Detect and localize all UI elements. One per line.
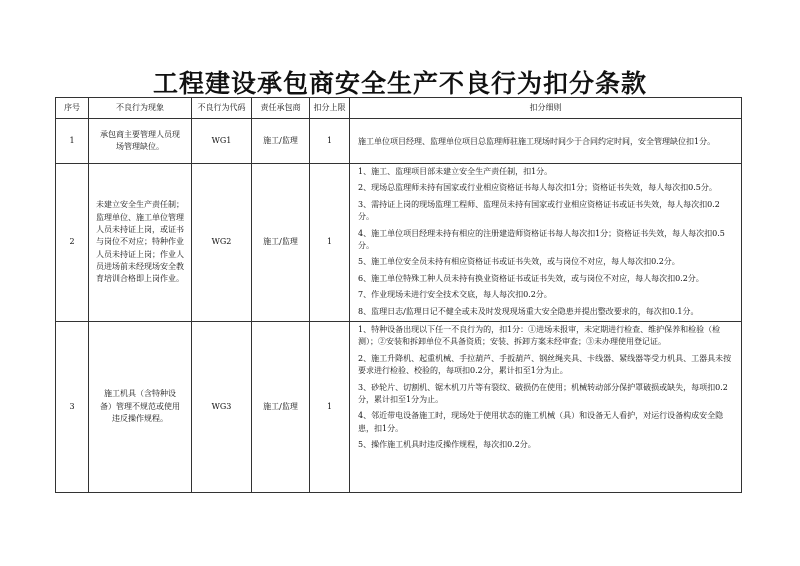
row-details [350, 164, 742, 322]
detail-item: 7、作业现场未进行安全技术交底，每人每次扣0.2分。 [358, 290, 552, 300]
row-details [350, 119, 742, 164]
header-code: 不良行为代码 [192, 98, 252, 119]
row-contractor: 施工/监理 [252, 322, 310, 493]
row-code: WG2 [192, 164, 252, 322]
row-code: WG1 [192, 119, 252, 164]
row-behavior: 承包商主要管理人员现场管理缺位。 [89, 119, 192, 164]
table-row [56, 164, 742, 322]
detail-item: 3、需持证上岗的现场监理工程师、监理员未持有国家或行业相应资格证书或证书失效，每人每次扣0.2分。 [358, 199, 720, 222]
detail-item: 2、现场总监理师未持有国家或行业相应资格证书每人每次扣1分；资格证书失效，每人每次扣0.5分。 [358, 183, 717, 193]
row-contractor: 施工/监理 [252, 119, 310, 164]
detail-item: 4、邻近带电设备施工时，现场处于使用状态的施工机械（具）和设备无人看护，对运行设备构成安全隐患，扣1分。 [358, 411, 724, 433]
header-cap: 扣分上限 [310, 98, 350, 119]
table-row [56, 322, 742, 493]
table-row [56, 119, 742, 164]
header-no: 序号 [56, 98, 89, 119]
row-no: 3 [56, 322, 89, 493]
detail-item: 1、施工、监理项目部未建立安全生产责任制，扣1分。 [358, 167, 553, 176]
row-details [350, 322, 742, 493]
detail-item: 施工单位项目经理、监理单位项目总监理师驻施工现场时间少于合同约定时间，安全管理缺位扣1分。 [358, 136, 716, 146]
header-contractor: 责任承包商 [252, 98, 310, 119]
row-no: 2 [56, 164, 89, 322]
detail-item: 5、施工单位安全员未持有相应资格证书或证书失效，或与岗位不对应，每人每次扣0.2分。 [358, 257, 680, 267]
detail-item: 4、施工单位项目经理未持有相应的注册建造师资格证书每人每次扣1分；资格证书失效，每人每次扣0.5分。 [358, 228, 725, 250]
document-title: 工程建设承包商安全生产不良行为扣分条款 [152, 69, 647, 98]
detail-item: 2、施工升降机、起重机械、手拉葫芦、手扳葫芦、钢丝绳夹具、卡线器、紧线器等受力机具、工器具未按要求进行检验、校验的，每项扣0.2分，累计扣至1分为止。 [358, 353, 732, 376]
detail-item: 1、特种设备出现以下任一不良行为的，扣1分：①进场未报审，未定期进行检查、维护保养和检验（检测）；②安装和拆卸单位不具备资质；安装、拆卸方案未经审查；③未办理使用登记证。 [358, 325, 721, 347]
detail-item: 5、操作施工机具时违反操作规程，每次扣0.2分。 [358, 440, 536, 450]
row-behavior: 未建立安全生产责任制；监理单位、施工单位管理人员未持证上岗，或证书与岗位不对应；特种作业人员未持证上岗；作业人员进场前未经现场安全教育培训合格即上岗作业。 [89, 164, 192, 322]
detail-item: 6、施工单位特殊工种人员未持有换业资格证书或证书失效，或与岗位不对应，每人每次扣0.2分。 [358, 273, 704, 283]
row-cap: 1 [310, 164, 350, 322]
header-details: 扣分细则 [350, 98, 742, 119]
detail-item: 8、监理日志/监理日记不健全或未及时发现现场重大安全隐患并提出整改要求的，每次扣0.1分。 [358, 306, 699, 316]
penalty-table [55, 97, 742, 493]
row-cap: 1 [310, 119, 350, 164]
row-code: WG3 [192, 322, 252, 493]
detail-item: 3、砂轮片、切割机、锯木机刀片等有裂纹、破损仍在使用；机械转动部分保护罩破损或缺失，每项扣0.2分，累计扣至1分为止。 [358, 382, 728, 404]
row-behavior: 施工机具（含特种设备）管理不规范或使用违反操作规程。 [89, 322, 192, 493]
row-no: 1 [56, 119, 89, 164]
table-header-row [56, 98, 742, 119]
row-cap: 1 [310, 322, 350, 493]
header-behavior: 不良行为现象 [89, 98, 192, 119]
row-contractor: 施工/监理 [252, 164, 310, 322]
